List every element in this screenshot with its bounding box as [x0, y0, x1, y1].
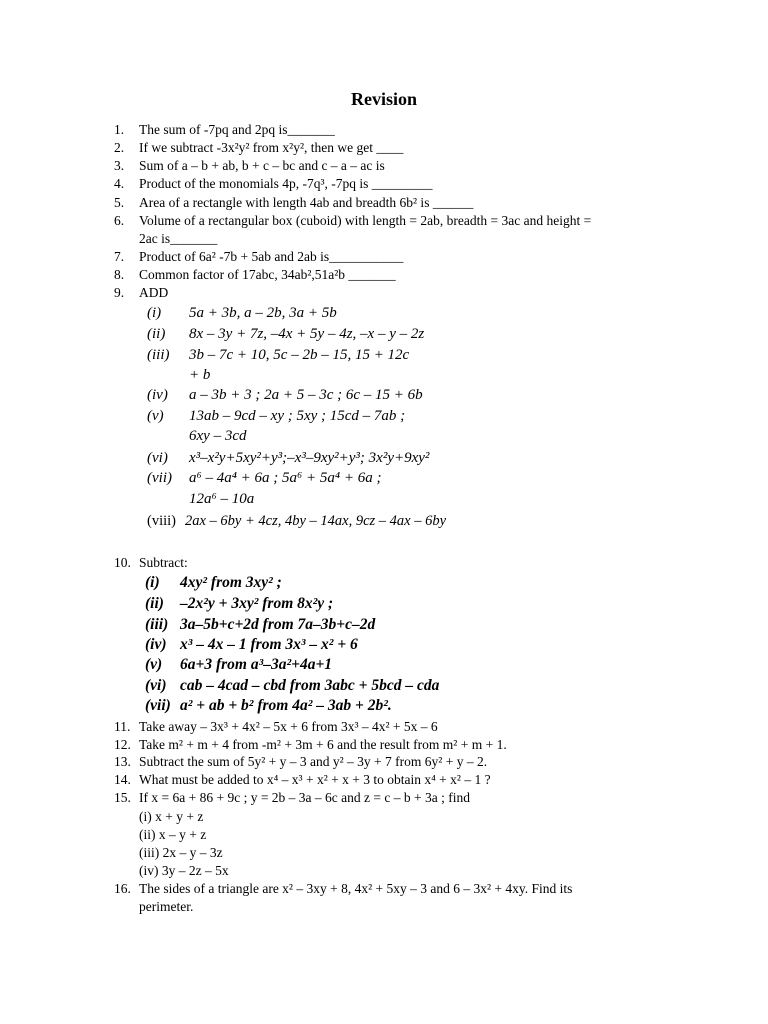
- question-text: Product of 6a² -7b + 5ab and 2ab is___________: [139, 249, 404, 264]
- item-expression: x³ – 4x – 1 from 3x³ – x² + 6: [180, 636, 358, 653]
- item-label: (v): [145, 656, 163, 673]
- item-expression: x³–x²y+5xy²+y³;–x³–9xy²+y³; 3x²y+9xy²: [189, 450, 430, 466]
- question-number: 10.: [114, 555, 131, 570]
- find-expression: (iii) 2x – y – 3z: [139, 845, 223, 860]
- find-expression: (iv) 3y – 2z – 5x: [139, 863, 229, 878]
- question-text: Take away – 3x³ + 4x² – 5x + 6 from 3x³ – 4x² + 5x – 6: [139, 719, 438, 734]
- question-text: The sum of -7pq and 2pq is_______: [139, 122, 335, 137]
- question-text: Common factor of 17abc, 34ab²,51a²b _______: [139, 267, 396, 282]
- question-text: ADD: [139, 285, 169, 300]
- question-number: 12.: [114, 737, 131, 752]
- item-expression: 8x – 3y + 7z, –4x + 5y – 4z, –x – y – 2z: [189, 326, 425, 342]
- item-expression: 4xy² from 3xy² ;: [180, 574, 282, 591]
- item-label: (v): [147, 408, 164, 424]
- item-label: (ii): [147, 326, 166, 342]
- question-text-continued: 2ac is_______: [139, 231, 218, 246]
- item-label: (ii): [145, 595, 164, 612]
- question-text: Product of the monomials 4p, -7q³, -7pq is _________: [139, 176, 433, 191]
- question-text: Take m² + m + 4 from -m² + 3m + 6 and the result from m² + m + 1.: [139, 737, 507, 752]
- question-number: 8.: [114, 267, 125, 282]
- item-expression: a⁶ – 4a⁴ + 6a ; 5a⁶ + 5a⁴ + 6a ;: [189, 470, 382, 486]
- item-expression-continued: + b: [189, 367, 211, 383]
- question-number: 1.: [114, 122, 125, 137]
- item-expression: cab – 4cad – cbd from 3abc + 5bcd – cda: [180, 677, 440, 694]
- item-expression: 13ab – 9cd – xy ; 5xy ; 15cd – 7ab ;: [189, 408, 406, 424]
- question-text: Subtract the sum of 5y² + y – 3 and y² – 3y + 7 from 6y² + y – 2.: [139, 754, 488, 769]
- question-number: 2.: [114, 140, 125, 155]
- item-expression: 3b – 7c + 10, 5c – 2b – 15, 15 + 12c: [189, 347, 410, 363]
- item-label: (vii): [147, 470, 172, 486]
- question-number: 13.: [114, 754, 131, 769]
- item-expression: 2ax – 6by + 4cz, 4by – 14ax, 9cz – 4ax – 6by: [185, 513, 447, 529]
- item-label: (iii): [147, 347, 170, 363]
- item-expression: a – 3b + 3 ; 2a + 5 – 3c ; 6c – 15 + 6b: [189, 387, 423, 403]
- question-text: The sides of a triangle are x² – 3xy + 8, 4x² + 5xy – 3 and 6 – 3x² + 4xy. Find its: [139, 881, 573, 896]
- item-label: (iv): [147, 387, 168, 403]
- item-expression: a² + ab + b² from 4a² – 3ab + 2b².: [180, 697, 392, 714]
- question-text: If x = 6a + 86 + 9c ; y = 2b – 3a – 6c and z = c – b + 3a ; find: [139, 790, 470, 805]
- item-label: (i): [147, 305, 162, 321]
- item-label: (vi): [145, 677, 167, 694]
- item-expression-continued: 6xy – 3cd: [189, 428, 247, 444]
- question-text: What must be added to x⁴ – x³ + x² + x + 3 to obtain x⁴ + x² – 1 ?: [139, 772, 491, 787]
- item-label: (i): [145, 574, 160, 591]
- question-text: If we subtract -3x²y² from x²y², then we get ____: [139, 140, 404, 155]
- item-expression: 5a + 3b, a – 2b, 3a + 5b: [189, 305, 337, 321]
- question-text: Volume of a rectangular box (cuboid) with length = 2ab, breadth = 3ac and height =: [139, 213, 592, 228]
- question-number: 3.: [114, 158, 125, 173]
- item-label: (iii): [145, 616, 169, 633]
- question-number: 9.: [114, 285, 125, 300]
- question-number: 16.: [114, 881, 131, 896]
- item-expression: –2x²y + 3xy² from 8x²y ;: [180, 595, 334, 612]
- question-number: 14.: [114, 772, 131, 787]
- question-number: 4.: [114, 176, 125, 191]
- item-expression-continued: 12a⁶ – 10a: [189, 491, 255, 507]
- find-expression: (ii) x – y + z: [139, 827, 207, 842]
- question-number: 11.: [114, 719, 131, 734]
- item-label: (vi): [147, 450, 168, 466]
- question-number: 15.: [114, 790, 131, 805]
- item-expression: 6a+3 from a³–3a²+4a+1: [180, 656, 333, 673]
- item-label: (vii): [145, 697, 171, 714]
- page-title: Revision: [350, 89, 417, 109]
- item-label: (iv): [145, 636, 167, 653]
- find-expression: (i) x + y + z: [139, 809, 204, 824]
- question-number: 6.: [114, 213, 125, 228]
- item-expression: 3a–5b+c+2d from 7a–3b+c–2d: [180, 616, 376, 633]
- item-label: (viii): [147, 513, 176, 529]
- question-text-continued: perimeter.: [139, 899, 194, 914]
- question-text: Sum of a – b + ab, b + c – bc and c – a – ac is: [139, 158, 385, 173]
- question-number: 7.: [114, 249, 125, 264]
- question-number: 5.: [114, 195, 125, 210]
- question-text: Subtract:: [139, 555, 188, 570]
- question-text: Area of a rectangle with length 4ab and breadth 6b² is ______: [139, 195, 474, 210]
